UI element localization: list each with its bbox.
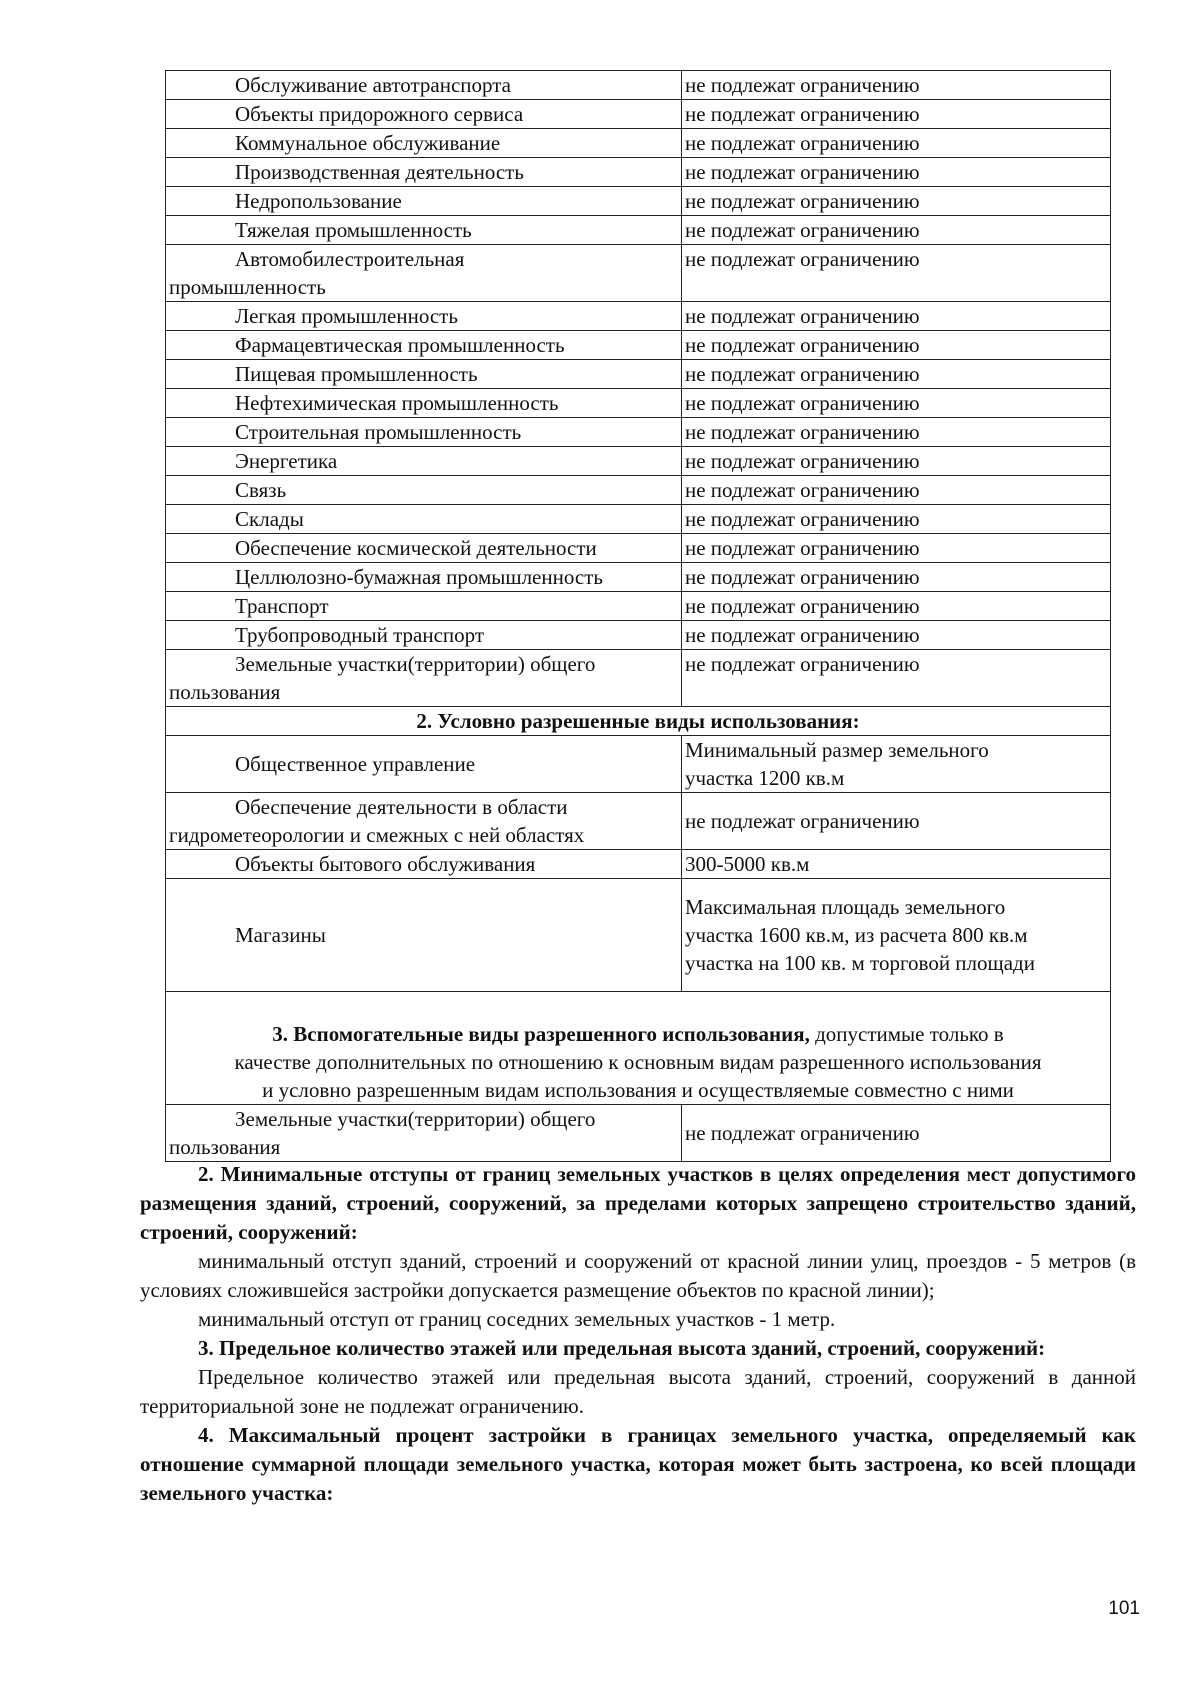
section-2-title: 2. Минимальные отступы от границ земельных участков в целях определения мест допустимого размещения зданий, строений, сооружений, за пределами которых запрещено строительство зданий, строений, сооружений: [140,1162,1136,1244]
table-row [166,360,1111,389]
table-row [166,216,1111,245]
table-row [166,650,1111,707]
section-3-title: 3. Предельное количество этажей или предельная высота зданий, строений, сооружений: [198,1336,1046,1360]
use-limit: не подлежат ограничению [682,534,1111,563]
use-limit: не подлежат ограничению [682,650,1111,707]
use-limit: не подлежат ограничению [682,302,1111,331]
table-row [166,418,1111,447]
use-name: Магазины [166,879,682,992]
use-name: Обеспечение деятельности в области гидрометеорологии и смежных с ней областях [166,793,682,850]
use-limit: Минимальный размер земельного участка 1200 кв.м [682,736,1111,793]
use-limit: не подлежат ограничению [682,245,1111,302]
use-name: Трубопроводный транспорт [166,621,682,650]
land-use-table [165,70,1111,1162]
use-limit: не подлежат ограничению [682,505,1111,534]
table-row [166,331,1111,360]
table-row [166,71,1111,100]
table-row [166,158,1111,187]
conditional-heading-row [166,707,1111,736]
table-row [166,592,1111,621]
table-row [166,129,1111,158]
regulations-text [140,1160,1136,1508]
use-name: Нефтехимическая промышленность [166,389,682,418]
use-name: Земельные участки(территории) общего пользования [166,650,682,707]
table-row [166,245,1111,302]
use-limit: не подлежат ограничению [682,1105,1111,1162]
use-name: Целлюлозно-бумажная промышленность [166,563,682,592]
use-name: Обеспечение космической деятельности [166,534,682,563]
section-2-paragraph: минимальный отступ зданий, строений и сооружений от красной линии улиц, проездов - 5 метров (в условиях сложившейся застройки допускается размещение объектов по красной линии); [140,1249,1136,1302]
table-row [166,187,1111,216]
table-row [166,389,1111,418]
use-name: Общественное управление [166,736,682,793]
use-limit: не подлежат ограничению [682,592,1111,621]
use-limit: не подлежат ограничению [682,621,1111,650]
section-4-title: 4. Максимальный процент застройки в границах земельного участка, определяемый как отношение суммарной площади земельного участка, которая может быть застроена, ко всей площади земельного участка: [140,1423,1136,1505]
use-limit: не подлежат ограничению [682,476,1111,505]
table-row [166,505,1111,534]
table-row [166,850,1111,879]
table-row [166,1105,1111,1162]
use-limit: 300-5000 кв.м [682,850,1111,879]
use-limit: не подлежат ограничению [682,129,1111,158]
table-row [166,879,1111,992]
use-name: Фармацевтическая промышленность [166,331,682,360]
auxiliary-uses-body [166,992,1111,1162]
use-name: Обслуживание автотранспорта [166,71,682,100]
table-row [166,100,1111,129]
table-row [166,534,1111,563]
conditional-heading: 2. Условно разрешенные виды использования: [166,707,1111,736]
use-limit: не подлежат ограничению [682,418,1111,447]
use-name: Пищевая промышленность [166,360,682,389]
use-limit: не подлежат ограничению [682,563,1111,592]
use-name: Производственная деятельность [166,158,682,187]
use-limit: Максимальная площадь земельного участка 1600 кв.м, из расчета 800 кв.м участка на 100 кв. м торговой площади [682,879,1111,992]
page-number: 101 [1108,1598,1140,1619]
table-row [166,793,1111,850]
use-name: Тяжелая промышленность [166,216,682,245]
section-2-paragraph: минимальный отступ от границ соседних земельных участков - 1 метр. [198,1307,836,1331]
section-3-paragraph: Предельное количество этажей или предельная высота зданий, строений, сооружений в данной территориальной зоне не подлежат ограничению. [140,1365,1136,1418]
main-uses-body [166,71,1111,707]
use-limit: не подлежат ограничению [682,360,1111,389]
use-limit: не подлежат ограничению [682,389,1111,418]
conditional-uses-body [166,707,1111,992]
use-name: Легкая промышленность [166,302,682,331]
use-limit: не подлежат ограничению [682,331,1111,360]
table-row [166,736,1111,793]
use-name: Строительная промышленность [166,418,682,447]
use-limit: не подлежат ограничению [682,447,1111,476]
use-limit: не подлежат ограничению [682,100,1111,129]
use-name: Объекты придорожного сервиса [166,100,682,129]
table-row [166,302,1111,331]
auxiliary-heading: 3. Вспомогательные виды разрешенного использования, допустимые только в качестве дополнительных по отношению к основным видам разрешенного использования и условно разрешенным видам использования и осуществляемые совместно с ними [166,992,1111,1105]
table-row [166,447,1111,476]
table-row [166,476,1111,505]
use-name: Транспорт [166,592,682,621]
table-row [166,621,1111,650]
auxiliary-heading-row [166,992,1111,1105]
use-limit: не подлежат ограничению [682,216,1111,245]
use-name: Энергетика [166,447,682,476]
use-limit: не подлежат ограничению [682,71,1111,100]
use-limit: не подлежат ограничению [682,187,1111,216]
use-name: Автомобилестроительная промышленность [166,245,682,302]
use-name: Связь [166,476,682,505]
table-row [166,563,1111,592]
use-name: Земельные участки(территории) общего пользования [166,1105,682,1162]
use-name: Склады [166,505,682,534]
use-name: Объекты бытового обслуживания [166,850,682,879]
use-limit: не подлежат ограничению [682,793,1111,850]
use-limit: не подлежат ограничению [682,158,1111,187]
use-name: Коммунальное обслуживание [166,129,682,158]
use-name: Недропользование [166,187,682,216]
